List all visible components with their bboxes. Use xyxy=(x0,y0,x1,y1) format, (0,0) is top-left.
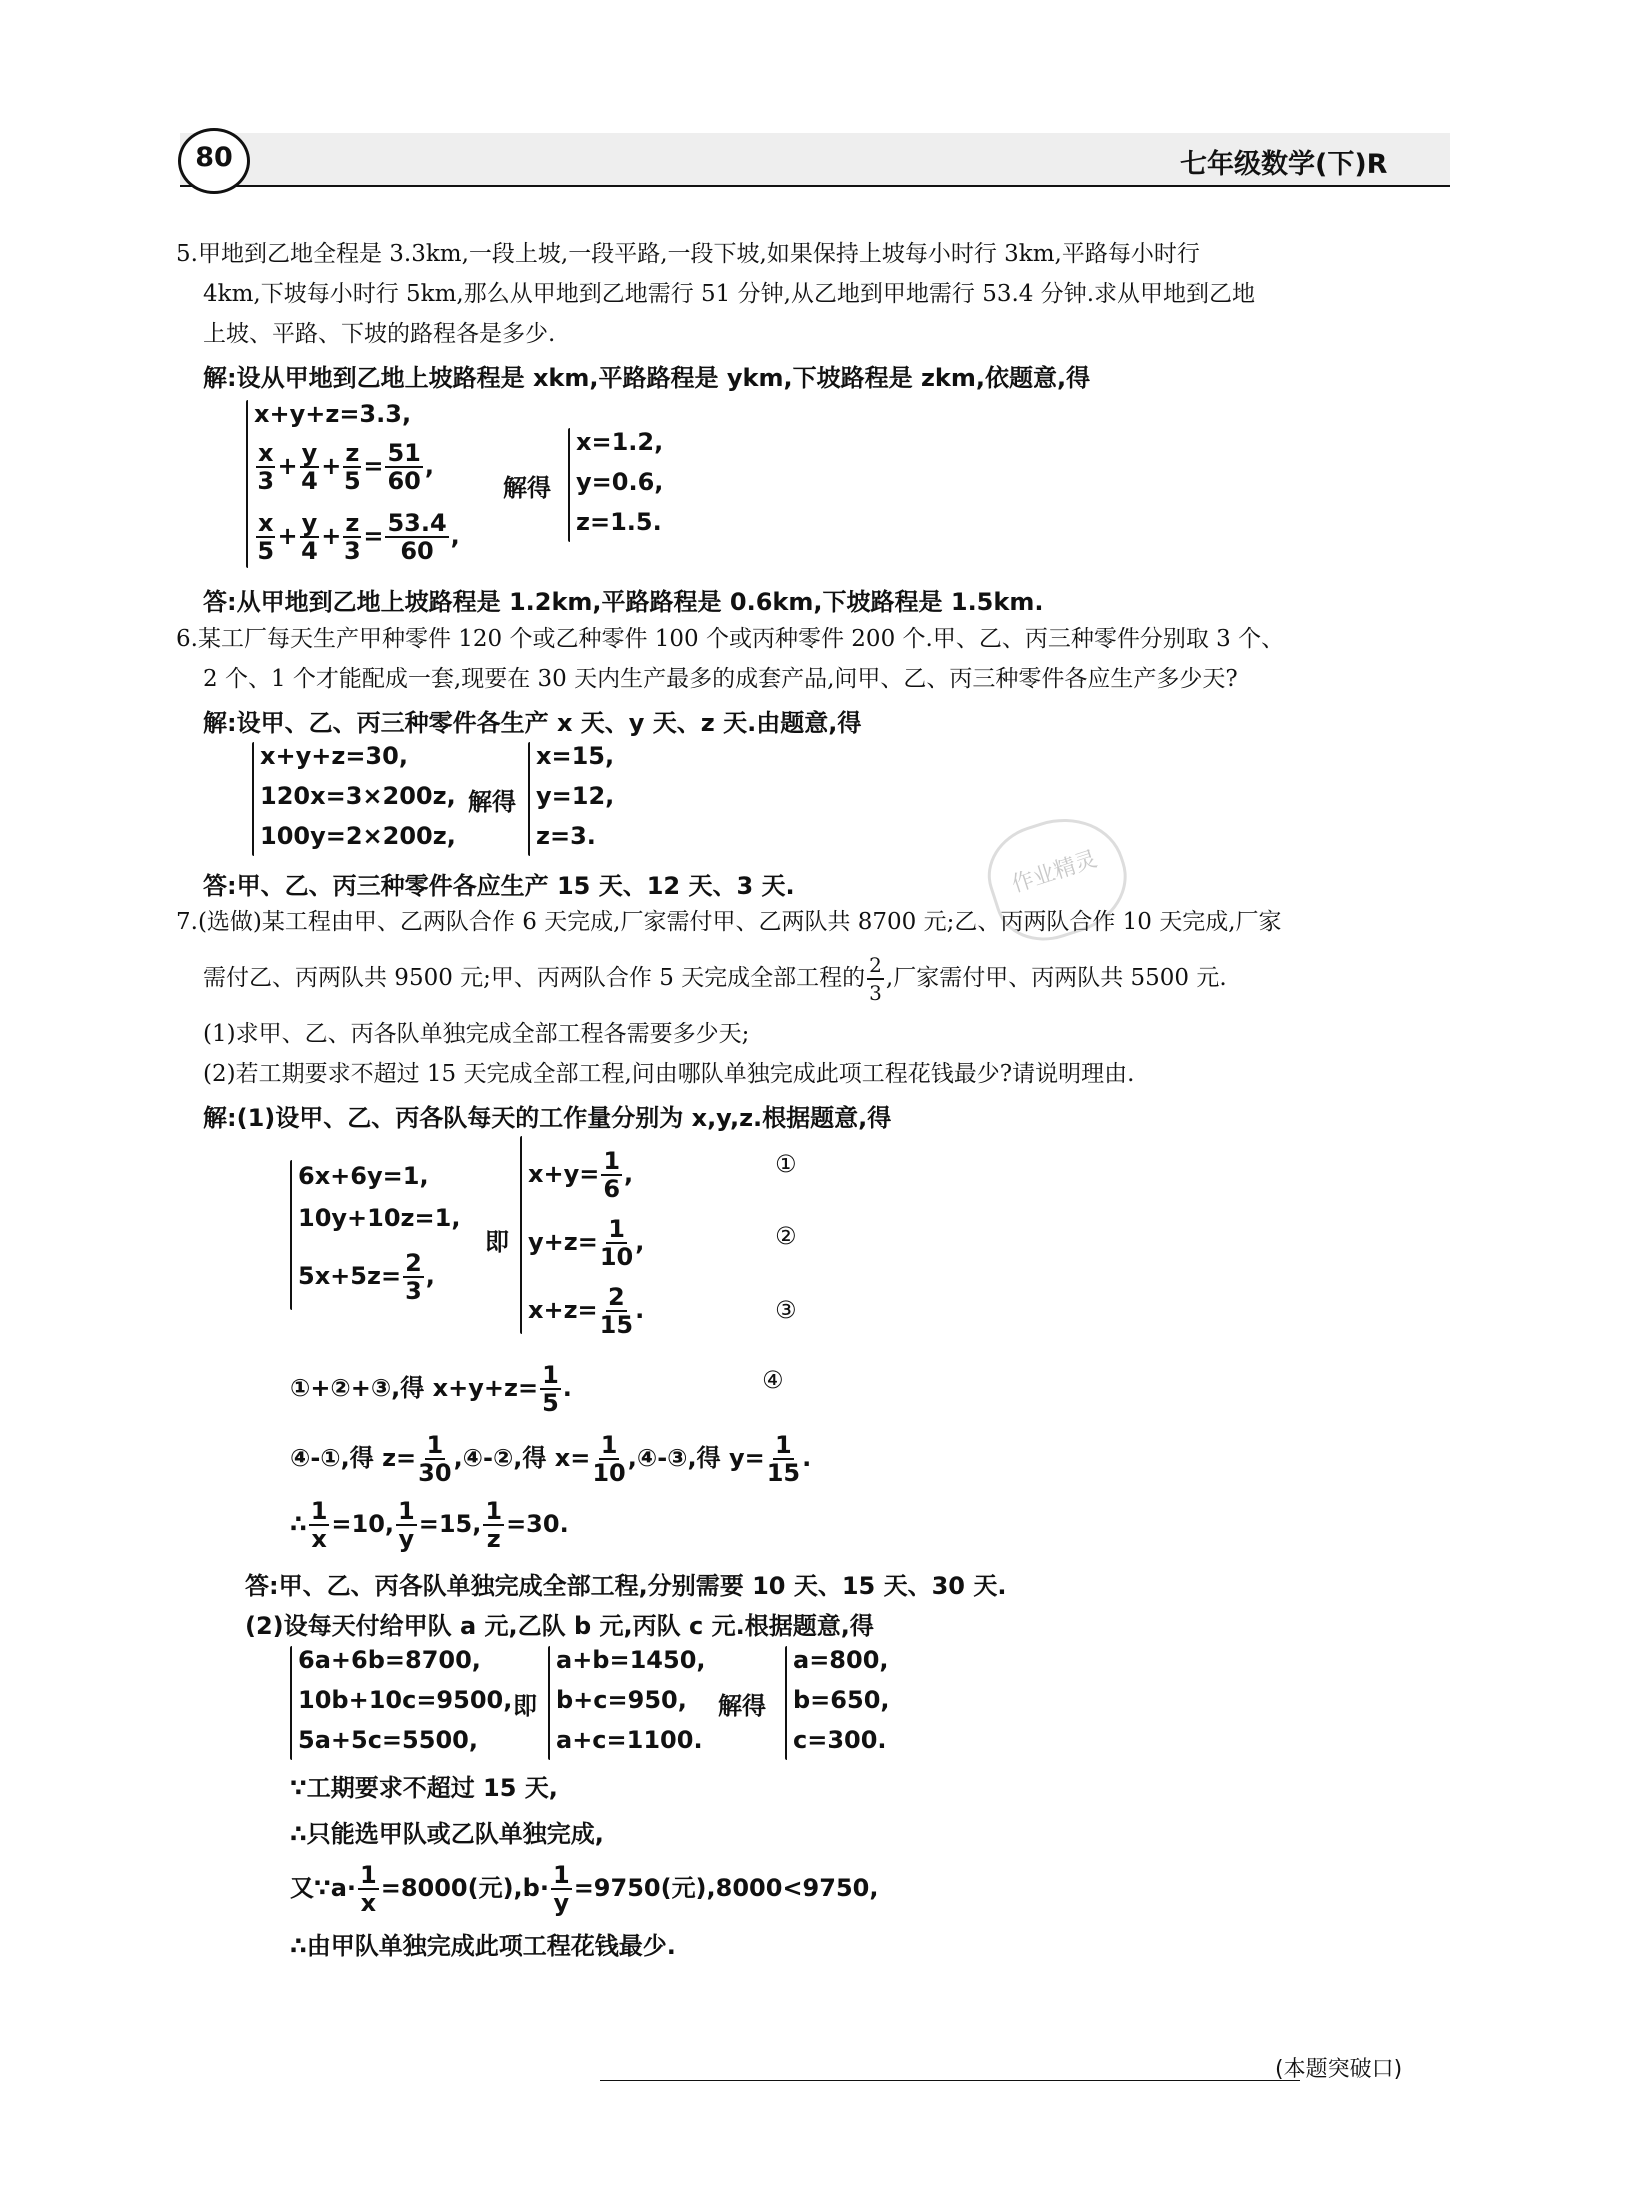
p6-e3: 100y=2×200z, xyxy=(260,822,456,850)
p5-eq3: $\frac{x}{5}$ + $\frac{y}{4}$ + $\frac{z}{3}$ = $\frac{53.4}{60}$ , xyxy=(257,509,460,565)
p7-system-c-brace xyxy=(290,1646,292,1760)
footer-rule xyxy=(600,2080,1300,2081)
p5-question-line3: 上坡、平路、下坡的路程各是多少. xyxy=(203,321,556,347)
p7-sum-line: ①+②+③,得 x+y+z= $\frac{1}{5}$ . xyxy=(290,1361,572,1417)
p7-mark-1: ① xyxy=(775,1150,797,1178)
p7-solution2-intro: (2)设每天付给甲队 a 元,乙队 b 元,丙队 c 元.根据题意,得 xyxy=(245,1612,874,1640)
p6-r1: x=15, xyxy=(536,742,615,770)
p7-c1: 6a+6b=8700, xyxy=(298,1646,481,1674)
p6-answer: 答:甲、乙、丙三种零件各应生产 15 天、12 天、3 天. xyxy=(203,872,795,900)
p6-solve-label: 解得 xyxy=(468,788,516,816)
p7-question-line1: 7.(选做)某工程由甲、乙两队合作 6 天完成,厂家需付甲、乙两队共 8700 元;乙、丙两队合作 10 天完成,厂家 xyxy=(176,909,1282,935)
p6-r2: y=12, xyxy=(536,782,615,810)
p7-e3: a+c=1100. xyxy=(556,1726,703,1754)
p5-answer: 答:从甲地到乙地上坡路程是 1.2km,平路路程是 0.6km,下坡路程是 1.5km. xyxy=(203,588,1044,616)
p7-ji2-label: 即 xyxy=(513,1692,537,1720)
p7-c2: 10b+10c=9500, xyxy=(298,1686,513,1714)
p7-solution-intro: 解:(1)设甲、乙、丙各队每天的工作量分别为 x,y,z.根据题意,得 xyxy=(203,1104,892,1132)
p5-r3: z=1.5. xyxy=(576,508,662,536)
p7-mark-4: ④ xyxy=(762,1366,784,1394)
p5-system-brace xyxy=(246,400,248,568)
p7-system-a-brace xyxy=(290,1160,292,1310)
p6-question-line2: 2 个、1 个才能配成一套,现要在 30 天内生产最多的成套产品,问甲、乙、丙三种零件各应生产多少天? xyxy=(203,666,1238,692)
p6-result-brace xyxy=(528,742,530,856)
p7-subquestion2: (2)若工期要求不超过 15 天完成全部工程,问由哪队单独完成此项工程花钱最少?请说明理由. xyxy=(203,1061,1135,1087)
p7-c3: 5a+5c=5500, xyxy=(298,1726,478,1754)
p5-solve-label: 解得 xyxy=(503,474,551,502)
p6-e1: x+y+z=30, xyxy=(260,742,408,770)
p6-solution-intro: 解:设甲、乙、丙三种零件各生产 x 天、y 天、z 天.由题意,得 xyxy=(203,709,862,737)
watermark-text: 作业精灵 xyxy=(1008,846,1101,898)
footer-label: (本题突破口) xyxy=(1275,2057,1403,2082)
p7-e2: b+c=950, xyxy=(556,1686,687,1714)
p7-system-f-brace xyxy=(785,1646,787,1760)
p7-conclusion: ∴由甲队单独完成此项工程花钱最少. xyxy=(290,1932,676,1960)
p7-a1: 6x+6y=1, xyxy=(298,1162,429,1190)
p5-eq1: x+y+z=3.3, xyxy=(254,400,412,428)
p7-cost-line: 又∵a· $\frac{1}{x}$ =8000(元),b· $\frac{1}{y}$ =9750(元),8000<9750, xyxy=(290,1861,879,1917)
p7-f2: b=650, xyxy=(793,1686,890,1714)
p5-solution-intro: 解:设从甲地到乙地上坡路程是 xkm,平路路程是 ykm,下坡路程是 zkm,依题意,得 xyxy=(203,364,1091,392)
p7-solve-label: 解得 xyxy=(718,1692,766,1720)
p5-r2: y=0.6, xyxy=(576,468,664,496)
p5-eq2: $\frac{x}{3}$ + $\frac{y}{4}$ + $\frac{z}{5}$ = $\frac{51}{60}$ , xyxy=(257,439,434,495)
p6-r3: z=3. xyxy=(536,822,596,850)
p5-r1: x=1.2, xyxy=(576,428,664,456)
p7-difference-line: ④-①,得 z= $\frac{1}{30}$ ,④-②,得 x= $\frac{1}{10}$ ,④-③,得 y= $\frac{1}{15}$ . xyxy=(290,1431,812,1487)
p7-therefore-line: ∴只能选甲队或乙队单独完成, xyxy=(290,1820,604,1848)
page-number: 80 xyxy=(195,142,233,173)
p7-system-e-brace xyxy=(548,1646,550,1760)
p7-answer1: 答:甲、乙、丙各队单独完成全部工程,分别需要 10 天、15 天、30 天. xyxy=(245,1572,1007,1600)
p7-b3: x+z= $\frac{2}{15}$ . xyxy=(528,1283,645,1339)
p6-question-line1: 6.某工厂每天生产甲种零件 120 个或乙种零件 100 个或丙种零件 200 个.甲、乙、丙三种零件分别取 3 个、 xyxy=(176,626,1285,652)
p7-mark-2: ② xyxy=(775,1222,797,1250)
p7-ji-label: 即 xyxy=(485,1228,509,1256)
p7-system-b-brace xyxy=(520,1136,522,1334)
p6-system-brace xyxy=(252,742,254,856)
p7-f1: a=800, xyxy=(793,1646,889,1674)
p7-mark-3: ③ xyxy=(775,1296,797,1324)
p7-b1: x+y= $\frac{1}{6}$ , xyxy=(528,1147,634,1203)
p7-therefore-days: ∴ $\frac{1}{x}$ =10, $\frac{1}{y}$ =15, $\frac{1}{z}$ =30. xyxy=(290,1497,569,1553)
p6-e2: 120x=3×200z, xyxy=(260,782,456,810)
p5-question-line1: 5.甲地到乙地全程是 3.3km,一段上坡,一段平路,一段下坡,如果保持上坡每小时行 3km,平路每小时行 xyxy=(176,241,1200,267)
p7-question-line2: 需付乙、丙两队共 9500 元;甲、丙两队合作 5 天完成全部工程的 $\frac{2}{3}$ ,厂家需付甲、丙两队共 5500 元. xyxy=(203,953,1227,1005)
p7-subquestion1: (1)求甲、乙、丙各队单独完成全部工程各需要多少天; xyxy=(203,1021,750,1047)
p7-a3: 5x+5z= $\frac{2}{3}$ , xyxy=(298,1249,435,1305)
p7-e1: a+b=1450, xyxy=(556,1646,706,1674)
p7-b2: y+z= $\frac{1}{10}$ , xyxy=(528,1215,645,1271)
p5-result-brace xyxy=(568,428,570,542)
p7-a2: 10y+10z=1, xyxy=(298,1204,461,1232)
p5-question-line2: 4km,下坡每小时行 5km,那么从甲地到乙地需行 51 分钟,从乙地到甲地需行 53.4 分钟.求从甲地到乙地 xyxy=(203,281,1256,307)
p7-f3: c=300. xyxy=(793,1726,887,1754)
book-title: 七年级数学(下)R xyxy=(1180,149,1388,180)
p7-because-line: ∵工期要求不超过 15 天, xyxy=(290,1774,558,1802)
